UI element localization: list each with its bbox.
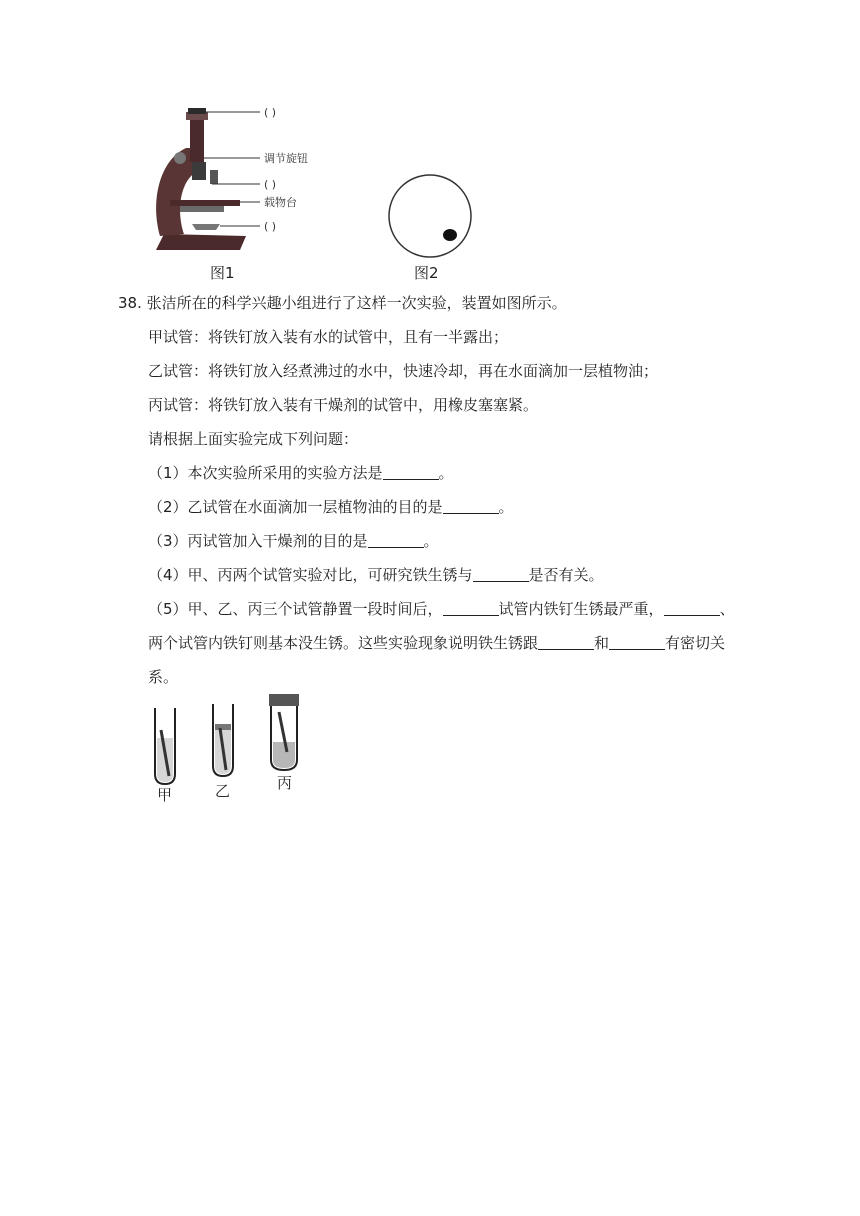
subquestion-5-line3: 系。 bbox=[148, 668, 179, 686]
microscope-base bbox=[156, 234, 246, 250]
test-tube-a bbox=[155, 708, 175, 784]
q2-end: 。 bbox=[498, 498, 514, 516]
answer-blank[interactable] bbox=[609, 635, 665, 650]
microscope-figure bbox=[140, 100, 380, 285]
q3-end: 。 bbox=[423, 532, 439, 550]
label-mid-bracket: ( ) bbox=[264, 178, 277, 191]
answer-blank[interactable] bbox=[473, 567, 529, 582]
answer-blank[interactable] bbox=[664, 601, 720, 616]
tube-c-label: 丙 bbox=[277, 774, 293, 792]
prompt-text: 请根据上面实验完成下列问题： bbox=[148, 430, 359, 448]
q5-mid: 试管内铁钉生锈最严重， bbox=[498, 600, 664, 618]
tube-b-label: 乙 bbox=[215, 782, 231, 800]
subquestion-4 bbox=[148, 565, 604, 585]
tube-a-label: 甲 bbox=[157, 786, 173, 802]
answer-blank[interactable] bbox=[538, 635, 594, 650]
subquestion-5-line2 bbox=[148, 633, 725, 653]
q4-end: 是否有关。 bbox=[528, 566, 604, 584]
label-knob: 调节旋钮 bbox=[264, 152, 308, 165]
tube-a-text: 甲试管：将铁钉放入装有水的试管中，且有一半露出； bbox=[148, 328, 509, 346]
tube-b-text: 乙试管：将铁钉放入经煮沸过的水中，快速冷却，再在水面滴加一层植物油； bbox=[148, 362, 659, 380]
q1-text: （1）本次实验所采用的实验方法是 bbox=[148, 464, 383, 482]
tube-c-text: 丙试管：将铁钉放入装有干燥剂的试管中，用橡皮塞塞紧。 bbox=[148, 396, 539, 414]
test-tube-c bbox=[269, 694, 299, 770]
answer-blank[interactable] bbox=[368, 533, 424, 548]
test-tube-b bbox=[213, 704, 233, 776]
figure1-caption: 图1 bbox=[210, 264, 235, 282]
answer-blank[interactable] bbox=[383, 465, 439, 480]
label-top-bracket: ( ) bbox=[264, 106, 277, 119]
figure2-caption: 图2 bbox=[414, 264, 439, 282]
label-stage: 载物台 bbox=[264, 196, 297, 209]
q5-line2-text: 两个试管内铁钉则基本没生锈。这些实验现象说明铁生锈跟 bbox=[148, 634, 539, 652]
q5-line2-and: 和 bbox=[594, 634, 610, 652]
question-number: 38. bbox=[118, 294, 142, 312]
subquestion-2 bbox=[148, 497, 514, 517]
intro-text: 张洁所在的科学兴趣小组进行了这样一次实验，装置如图所示。 bbox=[146, 294, 567, 312]
q2-text: （2）乙试管在水面滴加一层植物油的目的是 bbox=[148, 498, 443, 516]
q4-text: （4）甲、丙两个试管实验对比，可研究铁生锈与 bbox=[148, 566, 473, 584]
dark-spot bbox=[443, 229, 457, 241]
q5-sep: 、 bbox=[719, 600, 735, 618]
subquestion-5-line1 bbox=[148, 599, 735, 619]
answer-blank[interactable] bbox=[443, 499, 499, 514]
microscope-stage bbox=[170, 200, 240, 206]
view-field-figure bbox=[380, 170, 490, 285]
test-tubes-figure bbox=[145, 690, 315, 802]
question-intro bbox=[118, 293, 567, 313]
label-bottom-bracket: ( ) bbox=[264, 220, 277, 233]
knob-icon bbox=[174, 152, 186, 164]
microscope-tube bbox=[190, 118, 204, 162]
answer-blank[interactable] bbox=[443, 601, 499, 616]
subquestion-3 bbox=[148, 531, 439, 551]
q1-end: 。 bbox=[438, 464, 454, 482]
q5-text: （5）甲、乙、丙三个试管静置一段时间后， bbox=[148, 600, 443, 618]
q3-text: （3）丙试管加入干燥剂的目的是 bbox=[148, 532, 368, 550]
q5-line2-end: 有密切关 bbox=[665, 634, 726, 652]
view-field-circle bbox=[389, 175, 471, 257]
subquestion-1 bbox=[148, 463, 454, 483]
